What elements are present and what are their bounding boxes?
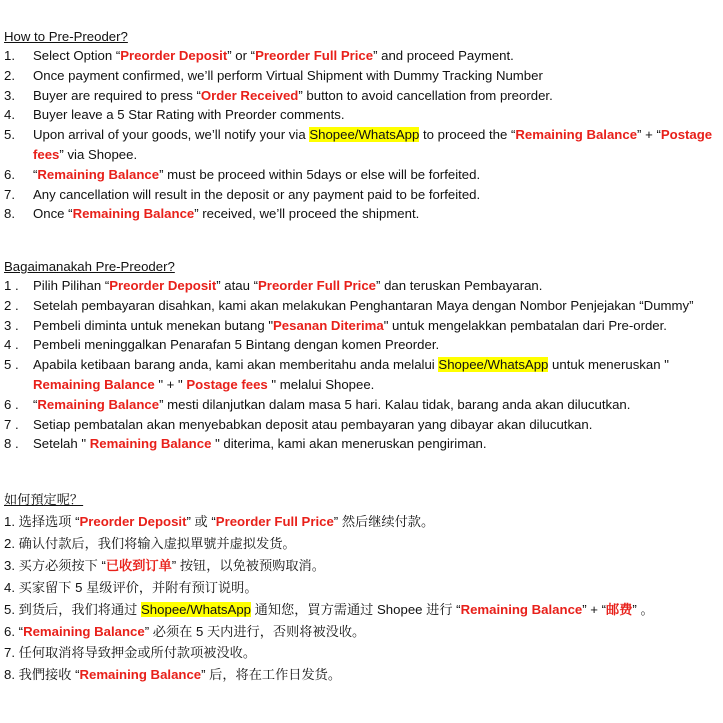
emphasis-text: 邮费 <box>606 601 633 617</box>
text-run: ” 。 <box>632 601 654 617</box>
list-item <box>4 555 719 577</box>
text-run: " diterima, kami akan meneruskan pengiriman. <box>211 436 487 452</box>
text-run: " untuk mengelakkan pembatalan dari Pre-order. <box>383 317 667 333</box>
list-item <box>4 599 719 621</box>
item-number: 5 . <box>4 357 19 373</box>
emphasis-text: Preorder Deposit <box>79 514 187 529</box>
text-run: ” dan teruskan Pembayaran. <box>376 278 543 293</box>
text-run: to proceed the “ <box>419 127 516 143</box>
text-run: Select Option “ <box>33 48 121 63</box>
text-run: 6. “ <box>4 623 24 639</box>
list-item <box>4 415 719 435</box>
list-item <box>4 86 719 106</box>
item-text <box>33 165 719 185</box>
chinese-steps-list <box>4 511 719 686</box>
malay-steps-list <box>4 276 719 454</box>
item-text <box>33 46 719 66</box>
text-run: Any cancellation will result in the deposit or any payment paid to be forfeited. <box>33 186 481 202</box>
malay-section <box>4 257 719 454</box>
item-text <box>33 415 719 435</box>
text-run: Upon arrival of your goods, we’ll notify your via <box>33 127 310 143</box>
item-text <box>33 355 719 395</box>
item-number: 4 . <box>4 337 19 353</box>
item-text <box>4 621 719 643</box>
list-item <box>4 105 719 125</box>
item-text <box>33 335 719 355</box>
item-text <box>4 577 719 599</box>
item-text <box>33 204 719 224</box>
text-run: ” 后，将在工作日发货。 <box>201 667 342 683</box>
item-text <box>33 296 719 316</box>
emphasis-text: Preorder Deposit <box>120 48 228 63</box>
item-number: 8. <box>4 206 15 222</box>
list-item <box>4 165 719 185</box>
text-run: Once payment confirmed, we’ll perform Virtual Shipment with Dummy Tracking Number <box>33 67 543 83</box>
text-run: ” 或 “ <box>186 514 216 529</box>
list-item <box>4 434 719 454</box>
text-run: ” must be proceed within 5days or else will be forfeited. <box>159 166 481 182</box>
text-run: 7. 任何取消将导致押金或所付款项被没收。 <box>4 645 257 661</box>
item-number: 1 . <box>4 278 19 293</box>
item-number: 3. <box>4 87 15 103</box>
text-run: Buyer leave a 5 Star Rating with Preorder comments. <box>33 107 345 123</box>
text-run: ” mesti dilanjutkan dalam masa 5 hari. Kalau tidak, barang anda akan dilucutkan. <box>159 396 631 412</box>
text-run: ” button to avoid cancellation from preorder. <box>298 87 553 103</box>
text-run: Setiap pembatalan akan menyebabkan deposit atau pembayaran yang dibayar akan dilucutkan. <box>33 416 593 432</box>
text-run: Pembeli diminta untuk menekan butang " <box>33 317 274 333</box>
item-text <box>4 555 719 577</box>
text-run: 8. 我們接收 “ <box>4 667 80 683</box>
list-item <box>4 335 719 355</box>
text-run: Buyer are required to press “ <box>33 87 201 103</box>
emphasis-text: Preorder Full Price <box>255 48 374 63</box>
list-item <box>4 642 719 664</box>
text-run: Setelah " <box>33 436 90 452</box>
emphasis-text: Preorder Full Price <box>215 514 334 529</box>
list-item <box>4 296 719 316</box>
item-text <box>4 533 719 555</box>
text-run: Pembeli meninggalkan Penarafan 5 Bintang dengan komen Preorder. <box>33 337 440 353</box>
emphasis-text: Order Received <box>200 87 299 103</box>
emphasis-text: Preorder Deposit <box>109 278 217 293</box>
english-steps-list <box>4 46 719 224</box>
item-text <box>33 125 719 165</box>
item-text <box>33 276 719 296</box>
english-section <box>4 27 719 224</box>
malay-heading: Bagaimanakah Pre-Preoder? <box>4 259 175 274</box>
emphasis-text: Remaining Balance <box>460 601 583 617</box>
text-run: ” via Shopee. <box>59 146 138 162</box>
emphasis-text: Remaining Balance <box>79 667 202 683</box>
list-item <box>4 395 719 415</box>
emphasis-text: Pesanan Diterima <box>273 317 384 333</box>
highlighted-text: Shopee/WhatsApp <box>438 357 549 373</box>
item-text <box>33 185 719 205</box>
text-run: 2. 确认付款后，我们将输入虚拟單號并虚拟发货。 <box>4 535 296 551</box>
item-number: 6 . <box>4 396 19 412</box>
text-run: 通知您，買方需通过 Shopee 进行 “ <box>251 601 461 617</box>
emphasis-text: Postage fees <box>186 376 268 392</box>
emphasis-text: 已收到订单 <box>105 557 172 573</box>
item-number: 7 . <box>4 416 19 432</box>
item-number: 1. <box>4 48 15 63</box>
text-run: “ <box>33 396 38 412</box>
list-item <box>4 577 719 599</box>
list-item <box>4 511 719 533</box>
list-item <box>4 355 719 395</box>
text-run: 1. 选择选项 “ <box>4 514 80 529</box>
highlighted-text: Shopee/WhatsApp <box>309 127 420 143</box>
text-run: ” received, we’ll proceed the shipment. <box>194 206 420 222</box>
text-run: " + " <box>154 376 187 392</box>
item-number: 8 . <box>4 436 19 452</box>
item-text <box>33 66 719 86</box>
item-text <box>33 105 719 125</box>
item-text <box>4 599 719 621</box>
emphasis-text: Remaining Balance <box>37 166 160 182</box>
text-run: ” + “ <box>637 127 661 143</box>
text-run: ” 必须在 5 天内进行，否则将被没收。 <box>144 623 366 639</box>
emphasis-text: Remaining Balance <box>37 396 160 412</box>
emphasis-text: Remaining Balance <box>515 127 638 143</box>
text-run: 5. 到货后，我们将通过 <box>4 601 142 617</box>
list-item <box>4 664 719 686</box>
emphasis-text: Remaining Balance <box>72 206 195 222</box>
item-text <box>33 86 719 106</box>
list-item <box>4 621 719 643</box>
item-number: 7. <box>4 186 15 202</box>
english-heading: How to Pre-Preoder? <box>4 29 128 44</box>
list-item <box>4 533 719 555</box>
highlighted-text: Shopee/WhatsApp <box>141 601 251 617</box>
item-text <box>4 511 719 533</box>
list-item <box>4 66 719 86</box>
text-run: ” 按钮，以免被预购取消。 <box>171 557 325 573</box>
item-number: 2. <box>4 67 15 83</box>
text-run: Pilih Pilihan “ <box>33 278 110 293</box>
text-run: ” or “ <box>227 48 256 63</box>
text-run: Setelah pembayaran disahkan, kami akan melakukan Penghantaran Maya dengan Nombor Penjejakan “Dummy” <box>33 297 694 313</box>
text-run: 4. 买家留下 5 星级评价，并附有预订说明。 <box>4 579 258 595</box>
text-run: ” + “ <box>582 601 607 617</box>
item-text <box>4 664 719 686</box>
chinese-section <box>4 489 719 686</box>
emphasis-text: Postage fees <box>33 127 713 162</box>
text-run: " melalui Shopee. <box>267 376 375 392</box>
list-item <box>4 316 719 336</box>
list-item <box>4 276 719 296</box>
list-item <box>4 125 719 165</box>
emphasis-text: Remaining Balance <box>89 436 212 452</box>
list-item <box>4 204 719 224</box>
chinese-heading: 如何預定呢？ <box>4 492 84 507</box>
item-text <box>33 434 719 454</box>
text-run: untuk meneruskan " <box>548 357 669 373</box>
item-text <box>4 642 719 664</box>
emphasis-text: Preorder Full Price <box>258 278 377 293</box>
text-run: “ <box>33 166 38 182</box>
list-item <box>4 46 719 66</box>
text-run: ” 然后继续付款。 <box>333 514 435 529</box>
emphasis-text: Remaining Balance <box>33 376 155 392</box>
list-item <box>4 185 719 205</box>
emphasis-text: Remaining Balance <box>23 623 145 639</box>
text-run: Apabila ketibaan barang anda, kami akan memberitahu anda melalui <box>33 357 439 373</box>
item-number: 3 . <box>4 317 19 333</box>
item-text <box>33 316 719 336</box>
item-number: 5. <box>4 127 15 143</box>
text-run: ” and proceed Payment. <box>373 48 514 63</box>
text-run: ” atau “ <box>216 278 259 293</box>
text-run: Once “ <box>33 206 73 222</box>
item-text <box>33 395 719 415</box>
item-number: 6. <box>4 166 15 182</box>
item-number: 4. <box>4 107 15 123</box>
text-run: 3. 买方必须按下 “ <box>4 557 106 573</box>
item-number: 2 . <box>4 297 19 313</box>
